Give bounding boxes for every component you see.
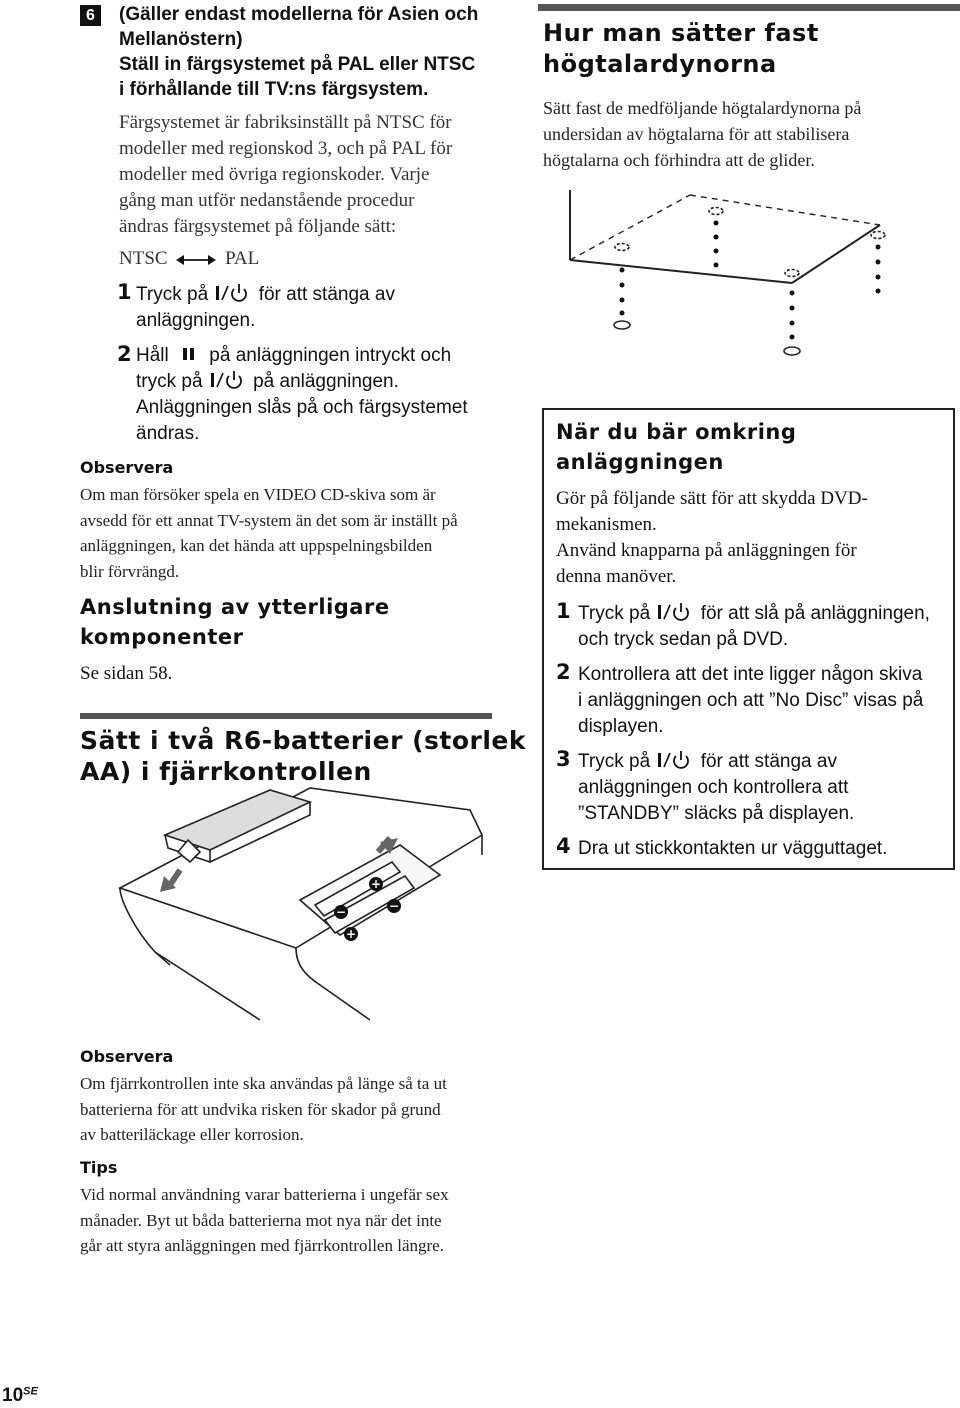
title-line: (Gäller endast modellerna för Asien och (119, 4, 479, 25)
page-lang: SE (23, 1385, 38, 1398)
substep-1 (136, 282, 395, 334)
pause-icon (178, 345, 200, 363)
tips-line: månader. Byt ut båda batterierna mot nya när det inte (80, 1210, 442, 1230)
step-number: 2 (556, 660, 571, 684)
body-line: ändras färgsystemet på följande sätt: (119, 216, 397, 237)
note-text (80, 482, 458, 584)
note-line: Om man försöker spela en VIDEO CD-skiva som är (80, 485, 436, 504)
note-line: anläggningen, kan det hända att uppspelningsbilden (80, 536, 433, 555)
substep-number: 2 (117, 342, 132, 366)
power-icon (210, 370, 246, 390)
tips-line: Vid normal användning varar batterierna i ungefär sex (80, 1185, 449, 1204)
tips-label: Tips (80, 1158, 118, 1177)
step-text: Tryck på (578, 603, 651, 624)
step-text: Kontrollera att det inte ligger någon skiva (578, 664, 923, 685)
heading-line: anläggningen (556, 450, 724, 474)
svg-text:+: + (370, 877, 382, 891)
note-line: av batteriläckage eller korrosion. (80, 1125, 304, 1144)
title-line: i förhållande till TV:ns färgsystem. (119, 79, 429, 100)
substep-text: tryck på (136, 371, 203, 392)
title-line: Ställ in färgsystemet på PAL eller NTSC (119, 54, 476, 75)
heading-line: komponenter (80, 625, 244, 649)
power-icon (657, 602, 693, 622)
substep-text: Håll (136, 345, 169, 366)
step6-body (119, 110, 452, 272)
step-number: 4 (556, 834, 571, 858)
title-line: Mellanöstern) (119, 29, 243, 50)
substep-2 (136, 343, 468, 447)
ntsc-pal-line (119, 246, 452, 272)
heading-rule (538, 4, 960, 11)
svg-text:−: − (388, 899, 400, 913)
body-line: modeller med övriga regionskoder. Varje (119, 164, 430, 185)
remote-battery-illustration (110, 780, 490, 1030)
note-line: Om fjärrkontrollen inte ska användas på länge så ta ut (80, 1074, 447, 1093)
substep-text: på anläggningen. (253, 371, 399, 392)
heading-line: högtalardynorna (543, 50, 777, 78)
pads-line: undersidan av högtalarna för att stabilisera (543, 124, 850, 144)
speaker-pads-illustration (560, 185, 940, 365)
intro-line: mekanismen. (556, 514, 657, 535)
intro-line: denna manöver. (556, 566, 677, 587)
step-text: i anläggningen och att ”No Disc” visas på (578, 690, 924, 711)
section-heading (80, 592, 390, 652)
note-line: blir förvrängd. (80, 561, 180, 581)
pal-label: PAL (225, 248, 260, 269)
body-line: Färgsystemet är fabriksinställt på NTSC för (119, 112, 452, 133)
section-heading (80, 725, 526, 787)
step-text: displayen. (578, 716, 664, 737)
step-text: och tryck sedan på DVD. (578, 629, 789, 650)
heading-line: När du bär omkring (556, 420, 797, 444)
step-text: Tryck på (578, 751, 651, 772)
heading-line: Sätt i två R6-batterier (storlek (80, 726, 527, 755)
intro-line: Gör på följande sätt för att skydda DVD- (556, 488, 868, 509)
note-label: Observera (80, 458, 174, 477)
step-text: anläggningen och kontrollera att (578, 777, 849, 798)
substep-text: för att stänga av (258, 284, 395, 305)
body-line: gång man utför nedanstående procedur (119, 190, 415, 211)
see-page-text: Se sidan 58. (80, 663, 173, 684)
substep-text: ändras. (136, 423, 200, 444)
power-icon (657, 750, 693, 770)
step-marker: 6 (80, 5, 101, 26)
intro-line: Använd knapparna på anläggningen för (556, 540, 857, 561)
page-num: 10 (2, 1385, 24, 1406)
carry-step-1 (578, 601, 930, 653)
section-heading (556, 417, 796, 477)
carry-step-4: Dra ut stickkontakten ur vägguttaget. (578, 838, 888, 859)
note-text (80, 1071, 447, 1148)
substep-text: anläggningen. (136, 310, 256, 331)
tips-line: går att styra anläggningen med fjärrkontrollen längre. (80, 1236, 444, 1255)
note-line: avsedd för ett annat TV-system än det som är inställt på (80, 510, 458, 530)
power-icon (215, 283, 251, 303)
tips-text (80, 1182, 449, 1259)
double-arrow-icon (176, 253, 216, 267)
note-line: batterierna för att undvika risken för skador på grund (80, 1099, 441, 1119)
carry-step-3 (578, 749, 854, 827)
pads-text (543, 95, 861, 173)
step-text: för att slå på anläggningen, (700, 603, 930, 624)
svg-text:+: + (345, 927, 357, 941)
step-number: 1 (556, 599, 571, 623)
carry-step-2 (578, 662, 923, 740)
substep-text: Anläggningen slås på och färgsystemet (136, 397, 468, 418)
heading-line: Anslutning av ytterligare (80, 595, 390, 619)
heading-line: AA) i fjärrkontrollen (80, 757, 372, 786)
step-text: för att stänga av (700, 751, 837, 772)
step-number: 3 (556, 747, 571, 771)
svg-text:−: − (335, 905, 347, 919)
note-label: Observera (80, 1047, 174, 1066)
section-heading (543, 18, 819, 80)
heading-line: Hur man sätter fast (543, 19, 819, 47)
carry-intro (556, 486, 868, 590)
heading-rule (80, 713, 492, 719)
page-number (2, 1385, 38, 1407)
step-text: ”STANDBY” släcks på displayen. (578, 803, 855, 824)
step6-title (119, 2, 478, 102)
ntsc-label: NTSC (119, 248, 168, 269)
pads-line: Sätt fast de medföljande högtalardynorna på (543, 98, 862, 118)
substep-text: på anläggningen intryckt och (209, 345, 452, 366)
substep-text: Tryck på (136, 284, 209, 305)
substep-number: 1 (117, 280, 132, 304)
body-line: modeller med regionskod 3, och på PAL för (119, 138, 453, 159)
pads-line: högtalarna och förhindra att de glider. (543, 150, 815, 170)
